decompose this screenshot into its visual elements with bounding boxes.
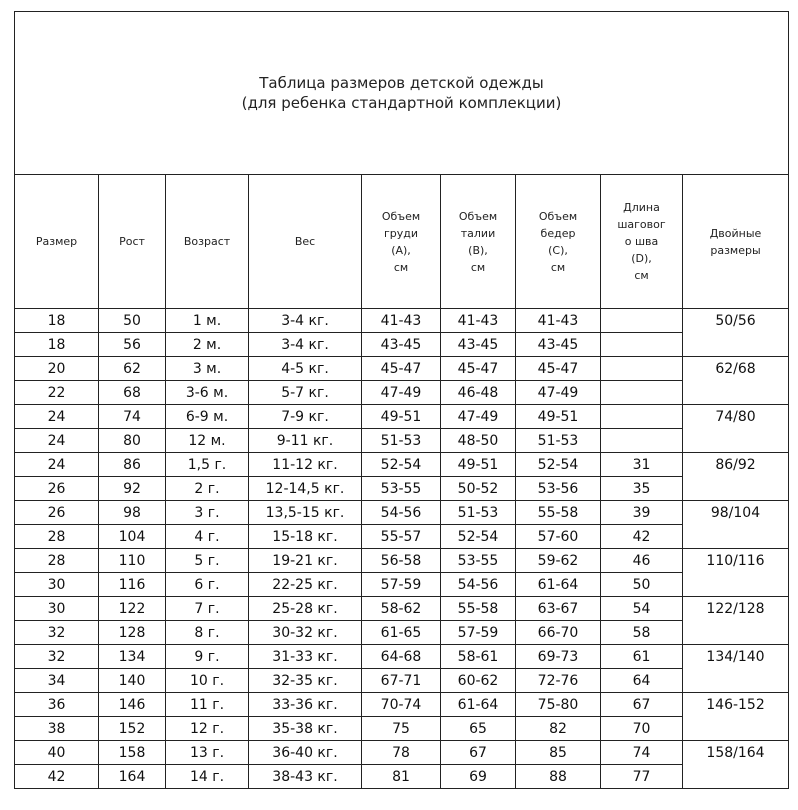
cell-chest: 64-68 <box>362 645 441 669</box>
cell-waist: 51-53 <box>441 501 516 525</box>
cell-weight: 30-32 кг. <box>249 621 362 645</box>
cell-chest: 51-53 <box>362 429 441 453</box>
cell-weight: 19-21 кг. <box>249 549 362 573</box>
cell-height: 56 <box>99 333 166 357</box>
table-title <box>15 12 789 175</box>
cell-height: 92 <box>99 477 166 501</box>
cell-age: 5 г. <box>166 549 249 573</box>
cell-height: 146 <box>99 693 166 717</box>
cell-weight: 38-43 кг. <box>249 765 362 789</box>
cell-waist: 48-50 <box>441 429 516 453</box>
cell-inseam: 58 <box>601 621 683 645</box>
cell-chest: 53-55 <box>362 477 441 501</box>
cell-age: 12 м. <box>166 429 249 453</box>
cell-inseam: 74 <box>601 741 683 765</box>
cell-hips: 47-49 <box>516 381 601 405</box>
cell-inseam <box>601 357 683 381</box>
cell-size: 30 <box>15 597 99 621</box>
table-row <box>15 549 789 573</box>
column-header-line: груди <box>383 226 419 240</box>
cell-size: 40 <box>15 741 99 765</box>
cell-height: 158 <box>99 741 166 765</box>
cell-height: 116 <box>99 573 166 597</box>
cell-weight: 7-9 кг. <box>249 405 362 429</box>
cell-age: 12 г. <box>166 717 249 741</box>
cell-inseam: 64 <box>601 669 683 693</box>
cell-age: 6-9 м. <box>166 405 249 429</box>
title-line-2: (для ребенка стандартной комплекции) <box>241 94 562 112</box>
column-header-weight <box>249 175 362 309</box>
cell-hips: 55-58 <box>516 501 601 525</box>
cell-chest: 75 <box>362 717 441 741</box>
table-row <box>15 765 789 789</box>
column-header-line: талии <box>460 226 496 240</box>
cell-hips: 66-70 <box>516 621 601 645</box>
cell-height: 152 <box>99 717 166 741</box>
cell-height: 86 <box>99 453 166 477</box>
cell-weight: 13,5-15 кг. <box>249 501 362 525</box>
cell-waist: 65 <box>441 717 516 741</box>
table-row <box>15 573 789 597</box>
cell-height: 74 <box>99 405 166 429</box>
cell-hips: 53-56 <box>516 477 601 501</box>
column-header-line: о шва <box>624 235 659 248</box>
cell-size: 32 <box>15 621 99 645</box>
column-header-line: Размер <box>35 235 78 248</box>
table-row <box>15 453 789 477</box>
cell-size: 28 <box>15 549 99 573</box>
column-header-line: см <box>470 260 486 274</box>
cell-height: 164 <box>99 765 166 789</box>
table-row <box>15 309 789 333</box>
column-header-line: Вес <box>294 235 316 248</box>
column-header-line: Длина <box>623 201 660 214</box>
column-header-line: Объем <box>458 209 498 223</box>
cell-weight: 33-36 кг. <box>249 693 362 717</box>
cell-inseam: 46 <box>601 549 683 573</box>
table-row <box>15 717 789 741</box>
cell-age: 2 г. <box>166 477 249 501</box>
cell-chest: 61-65 <box>362 621 441 645</box>
cell-age: 14 г. <box>166 765 249 789</box>
cell-chest: 70-74 <box>362 693 441 717</box>
table-row <box>15 597 789 621</box>
column-header-line: бедер <box>540 226 576 240</box>
cell-height: 134 <box>99 645 166 669</box>
cell-inseam <box>601 405 683 429</box>
cell-height: 62 <box>99 357 166 381</box>
cell-inseam: 70 <box>601 717 683 741</box>
cell-height: 104 <box>99 525 166 549</box>
cell-waist: 58-61 <box>441 645 516 669</box>
cell-age: 9 г. <box>166 645 249 669</box>
cell-age: 13 г. <box>166 741 249 765</box>
cell-inseam: 42 <box>601 525 683 549</box>
column-header-inseam <box>601 175 683 309</box>
cell-size: 22 <box>15 381 99 405</box>
cell-inseam <box>601 309 683 333</box>
cell-chest: 52-54 <box>362 453 441 477</box>
table-row <box>15 429 789 453</box>
cell-waist: 47-49 <box>441 405 516 429</box>
cell-waist: 60-62 <box>441 669 516 693</box>
cell-waist: 57-59 <box>441 621 516 645</box>
cell-chest: 56-58 <box>362 549 441 573</box>
cell-weight: 15-18 кг. <box>249 525 362 549</box>
cell-waist: 67 <box>441 741 516 765</box>
cell-hips: 41-43 <box>516 309 601 333</box>
cell-height: 68 <box>99 381 166 405</box>
cell-waist: 43-45 <box>441 333 516 357</box>
cell-hips: 51-53 <box>516 429 601 453</box>
column-header-age <box>166 175 249 309</box>
column-header-height <box>99 175 166 309</box>
cell-inseam: 35 <box>601 477 683 501</box>
cell-double-size: 98/104 <box>683 501 789 549</box>
cell-inseam: 54 <box>601 597 683 621</box>
column-header-line: (A), <box>391 243 411 257</box>
cell-weight: 25-28 кг. <box>249 597 362 621</box>
table-row <box>15 333 789 357</box>
cell-weight: 11-12 кг. <box>249 453 362 477</box>
table-row <box>15 501 789 525</box>
cell-height: 98 <box>99 501 166 525</box>
table-row <box>15 693 789 717</box>
table-row <box>15 645 789 669</box>
column-header-waist <box>441 175 516 309</box>
cell-inseam: 67 <box>601 693 683 717</box>
table-row <box>15 477 789 501</box>
table-row <box>15 621 789 645</box>
cell-age: 3 г. <box>166 501 249 525</box>
cell-weight: 3-4 кг. <box>249 309 362 333</box>
cell-inseam: 50 <box>601 573 683 597</box>
cell-double-size: 158/164 <box>683 741 789 789</box>
cell-size: 38 <box>15 717 99 741</box>
cell-hips: 82 <box>516 717 601 741</box>
cell-weight: 35-38 кг. <box>249 717 362 741</box>
cell-chest: 45-47 <box>362 357 441 381</box>
cell-age: 1 м. <box>166 309 249 333</box>
cell-size: 20 <box>15 357 99 381</box>
cell-chest: 81 <box>362 765 441 789</box>
cell-hips: 69-73 <box>516 645 601 669</box>
cell-age: 3-6 м. <box>166 381 249 405</box>
cell-size: 18 <box>15 309 99 333</box>
cell-weight: 32-35 кг. <box>249 669 362 693</box>
cell-size: 24 <box>15 453 99 477</box>
cell-weight: 3-4 кг. <box>249 333 362 357</box>
cell-double-size: 74/80 <box>683 405 789 453</box>
cell-chest: 58-62 <box>362 597 441 621</box>
size-chart-sheet <box>14 11 788 789</box>
cell-chest: 47-49 <box>362 381 441 405</box>
size-chart-table <box>14 11 789 789</box>
cell-height: 122 <box>99 597 166 621</box>
cell-inseam: 39 <box>601 501 683 525</box>
column-header-hips <box>516 175 601 309</box>
cell-waist: 46-48 <box>441 381 516 405</box>
cell-hips: 57-60 <box>516 525 601 549</box>
cell-size: 26 <box>15 501 99 525</box>
cell-double-size: 110/116 <box>683 549 789 597</box>
cell-weight: 36-40 кг. <box>249 741 362 765</box>
cell-size: 26 <box>15 477 99 501</box>
cell-age: 8 г. <box>166 621 249 645</box>
cell-hips: 61-64 <box>516 573 601 597</box>
header-row <box>15 175 789 309</box>
cell-waist: 49-51 <box>441 453 516 477</box>
cell-hips: 85 <box>516 741 601 765</box>
cell-weight: 12-14,5 кг. <box>249 477 362 501</box>
cell-chest: 41-43 <box>362 309 441 333</box>
cell-double-size: 50/56 <box>683 309 789 357</box>
cell-hips: 43-45 <box>516 333 601 357</box>
cell-double-size: 86/92 <box>683 453 789 501</box>
cell-age: 6 г. <box>166 573 249 597</box>
cell-weight: 9-11 кг. <box>249 429 362 453</box>
column-header-size <box>15 175 99 309</box>
cell-hips: 59-62 <box>516 549 601 573</box>
cell-chest: 49-51 <box>362 405 441 429</box>
column-header-line: см <box>550 260 566 274</box>
cell-waist: 41-43 <box>441 309 516 333</box>
cell-inseam <box>601 333 683 357</box>
table-row <box>15 357 789 381</box>
column-header-line: шаговог <box>617 218 666 231</box>
column-header-line: см <box>393 260 409 274</box>
cell-size: 24 <box>15 405 99 429</box>
cell-weight: 4-5 кг. <box>249 357 362 381</box>
cell-double-size: 146-152 <box>683 693 789 741</box>
cell-age: 3 м. <box>166 357 249 381</box>
cell-hips: 52-54 <box>516 453 601 477</box>
cell-height: 80 <box>99 429 166 453</box>
cell-double-size: 134/140 <box>683 645 789 693</box>
column-header-line: (B), <box>468 243 488 257</box>
cell-waist: 69 <box>441 765 516 789</box>
cell-size: 18 <box>15 333 99 357</box>
cell-weight: 22-25 кг. <box>249 573 362 597</box>
cell-size: 30 <box>15 573 99 597</box>
cell-age: 10 г. <box>166 669 249 693</box>
cell-age: 11 г. <box>166 693 249 717</box>
cell-chest: 78 <box>362 741 441 765</box>
cell-inseam <box>601 429 683 453</box>
cell-weight: 31-33 кг. <box>249 645 362 669</box>
cell-size: 28 <box>15 525 99 549</box>
column-header-line: размеры <box>710 243 761 257</box>
cell-inseam: 61 <box>601 645 683 669</box>
cell-waist: 55-58 <box>441 597 516 621</box>
cell-chest: 55-57 <box>362 525 441 549</box>
table-row <box>15 741 789 765</box>
table-row <box>15 405 789 429</box>
cell-chest: 54-56 <box>362 501 441 525</box>
cell-double-size: 122/128 <box>683 597 789 645</box>
cell-size: 36 <box>15 693 99 717</box>
cell-hips: 63-67 <box>516 597 601 621</box>
cell-height: 110 <box>99 549 166 573</box>
cell-age: 7 г. <box>166 597 249 621</box>
cell-size: 24 <box>15 429 99 453</box>
cell-waist: 50-52 <box>441 477 516 501</box>
cell-waist: 45-47 <box>441 357 516 381</box>
cell-chest: 57-59 <box>362 573 441 597</box>
cell-hips: 88 <box>516 765 601 789</box>
table-row <box>15 525 789 549</box>
cell-double-size: 62/68 <box>683 357 789 405</box>
cell-weight: 5-7 кг. <box>249 381 362 405</box>
cell-hips: 49-51 <box>516 405 601 429</box>
cell-inseam <box>601 381 683 405</box>
table-row <box>15 669 789 693</box>
cell-height: 140 <box>99 669 166 693</box>
cell-age: 4 г. <box>166 525 249 549</box>
cell-waist: 61-64 <box>441 693 516 717</box>
cell-size: 34 <box>15 669 99 693</box>
column-header-line: (D), <box>631 252 652 265</box>
title-line-1: Таблица размеров детской одежды <box>259 74 544 92</box>
cell-inseam: 31 <box>601 453 683 477</box>
cell-size: 42 <box>15 765 99 789</box>
cell-chest: 43-45 <box>362 333 441 357</box>
cell-chest: 67-71 <box>362 669 441 693</box>
column-header-line: Рост <box>119 235 145 248</box>
cell-hips: 72-76 <box>516 669 601 693</box>
cell-waist: 52-54 <box>441 525 516 549</box>
table-row <box>15 381 789 405</box>
column-header-line: Двойные <box>709 226 762 240</box>
column-header-double-sizes <box>683 175 789 309</box>
column-header-line: см <box>634 269 649 282</box>
cell-age: 2 м. <box>166 333 249 357</box>
cell-hips: 45-47 <box>516 357 601 381</box>
cell-height: 50 <box>99 309 166 333</box>
cell-height: 128 <box>99 621 166 645</box>
column-header-line: Объем <box>538 209 578 223</box>
column-header-line: (C), <box>548 243 568 257</box>
column-header-line: Возраст <box>183 235 231 248</box>
cell-size: 32 <box>15 645 99 669</box>
cell-waist: 54-56 <box>441 573 516 597</box>
cell-inseam: 77 <box>601 765 683 789</box>
column-header-chest <box>362 175 441 309</box>
cell-waist: 53-55 <box>441 549 516 573</box>
cell-age: 1,5 г. <box>166 453 249 477</box>
cell-hips: 75-80 <box>516 693 601 717</box>
column-header-line: Объем <box>381 209 421 223</box>
